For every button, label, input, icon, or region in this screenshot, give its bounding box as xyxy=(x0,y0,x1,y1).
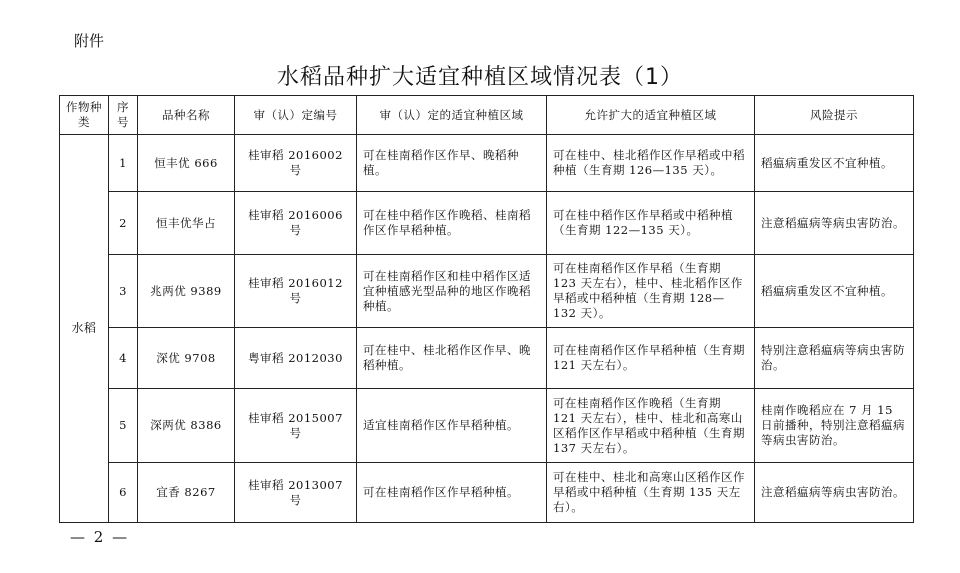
header-variety-name: 品种名称 xyxy=(138,96,235,135)
expanded-region-cell: 可在桂南稻作区作晚稻（生育期 121 天左右），桂中、桂北和高寒山区稻作区作早稻或中稻种植（生育期 137 天左右）。 xyxy=(547,389,755,463)
risk-notice-cell: 注意稻瘟病等病虫害防治。 xyxy=(755,463,914,523)
document-title: 水稻品种扩大适宜种植区域情况表（1） xyxy=(277,65,683,90)
header-risk-notice: 风险提示 xyxy=(755,96,914,135)
risk-notice-cell: 注意稻瘟病等病虫害防治。 xyxy=(755,192,914,255)
crop-type-cell: 水稻 xyxy=(60,135,109,523)
table-row xyxy=(60,389,914,463)
approval-no-cell: 桂审稻 2016002 号 xyxy=(235,135,357,192)
expanded-region-cell: 可在桂南稻作区作早稻种植（生育期 121 天左右）。 xyxy=(547,328,755,389)
table-row xyxy=(60,135,914,192)
expanded-region-cell: 可在桂中、桂北和高寒山区稻作区作早稻或中稻种植（生育期 135 天左右）。 xyxy=(547,463,755,523)
variety-name-cell: 深优 9708 xyxy=(138,328,235,389)
approved-region-cell: 适宜桂南稻作区作早稻种植。 xyxy=(357,389,547,463)
approval-no-cell: 桂审稻 2015007 号 xyxy=(235,389,357,463)
expanded-region-cell: 可在桂南稻作区作早稻（生育期 123 天左右），桂中、桂北稻作区作早稻或中稻种植（生育期 128—132 天）。 xyxy=(547,255,755,328)
variety-name-cell: 深两优 8386 xyxy=(138,389,235,463)
approved-region-cell: 可在桂南稻作区作早、晚稻种植。 xyxy=(357,135,547,192)
variety-name-cell: 恒丰优华占 xyxy=(138,192,235,255)
seq-cell: 5 xyxy=(109,389,138,463)
variety-name-cell: 恒丰优 666 xyxy=(138,135,235,192)
seq-cell: 3 xyxy=(109,255,138,328)
table-row xyxy=(60,463,914,523)
header-approved-region: 审（认）定的适宜种植区域 xyxy=(357,96,547,135)
table-row xyxy=(60,192,914,255)
expanded-region-cell: 可在桂中稻作区作早稻或中稻种植（生育期 122—135 天）。 xyxy=(547,192,755,255)
seq-cell: 6 xyxy=(109,463,138,523)
variety-name-cell: 宜香 8267 xyxy=(138,463,235,523)
seq-cell: 2 xyxy=(109,192,138,255)
approved-region-cell: 可在桂南稻作区作早稻种植。 xyxy=(357,463,547,523)
approval-no-cell: 桂审稻 2016006 号 xyxy=(235,192,357,255)
risk-notice-cell: 稻瘟病重发区不宜种植。 xyxy=(755,255,914,328)
expanded-region-cell: 可在桂中、桂北稻作区作早稻或中稻种植（生育期 126—135 天）。 xyxy=(547,135,755,192)
header-seq-no: 序号 xyxy=(109,96,138,135)
approved-region-cell: 可在桂中稻作区作晚稻、桂南稻作区作早稻种植。 xyxy=(357,192,547,255)
approval-no-cell: 桂审稻 2016012 号 xyxy=(235,255,357,328)
risk-notice-cell: 特别注意稻瘟病等病虫害防治。 xyxy=(755,328,914,389)
risk-notice-cell: 桂南作晚稻应在 7 月 15 日前播种，特别注意稻瘟病等病虫害防治。 xyxy=(755,389,914,463)
header-approval-no: 审（认）定编号 xyxy=(235,96,357,135)
seq-cell: 1 xyxy=(109,135,138,192)
approved-region-cell: 可在桂南稻作区和桂中稻作区适宜种植感光型品种的地区作晚稻种植。 xyxy=(357,255,547,328)
variety-region-table xyxy=(59,95,914,523)
table-header-row xyxy=(60,96,914,135)
attachment-label: 附件 xyxy=(74,32,105,50)
header-expanded-region: 允许扩大的适宜种植区域 xyxy=(547,96,755,135)
table-row xyxy=(60,255,914,328)
variety-name-cell: 兆两优 9389 xyxy=(138,255,235,328)
header-crop-type: 作物种类 xyxy=(60,96,109,135)
seq-cell: 4 xyxy=(109,328,138,389)
approval-no-cell: 桂审稻 2013007 号 xyxy=(235,463,357,523)
page-number: — 2 — xyxy=(70,528,130,546)
risk-notice-cell: 稻瘟病重发区不宜种植。 xyxy=(755,135,914,192)
table-row xyxy=(60,328,914,389)
approved-region-cell: 可在桂中、桂北稻作区作早、晚稻种植。 xyxy=(357,328,547,389)
approval-no-cell: 粤审稻 2012030 xyxy=(235,328,357,389)
